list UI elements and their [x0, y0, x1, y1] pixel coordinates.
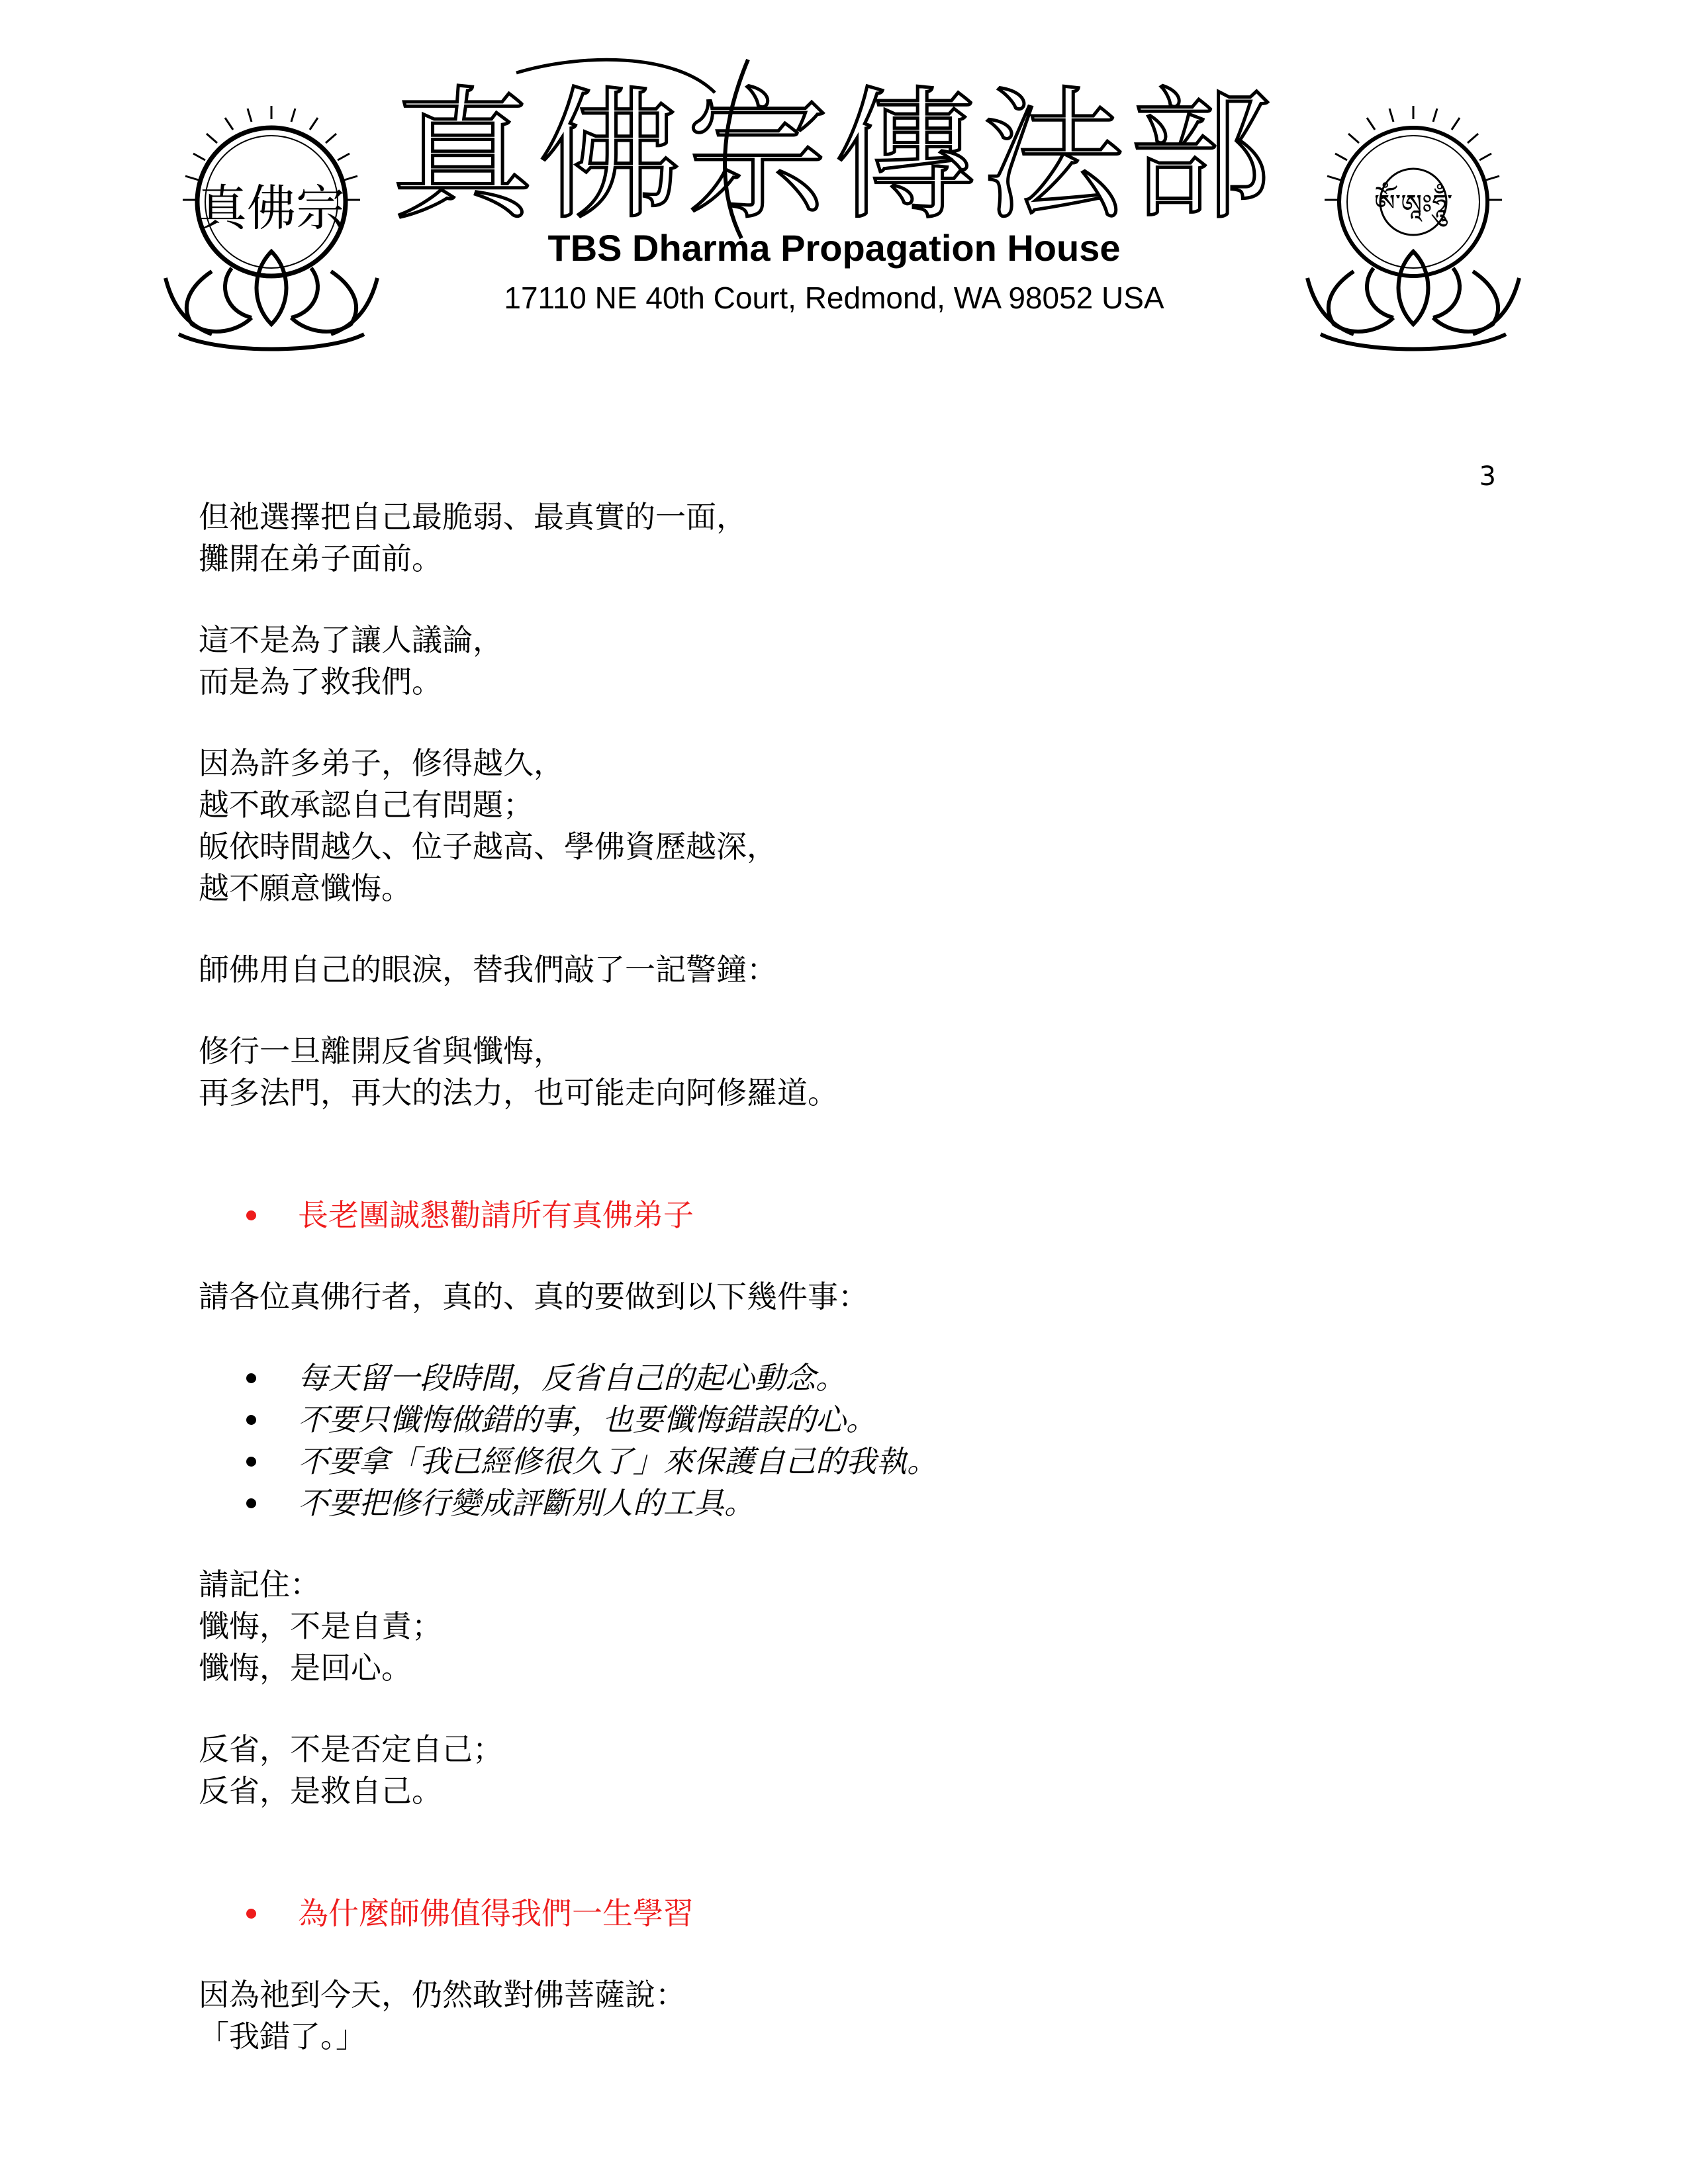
paragraph: [199, 496, 1523, 580]
text-line: 懺悔，不是自責；: [199, 1608, 442, 1644]
text-line: 反省，是救自己。: [199, 1773, 442, 1809]
bullet-icon: [246, 1909, 256, 1919]
text-line: 師佛用自己的眼淚，替我們敲了一記警鐘：: [199, 952, 777, 987]
section-heading-why-learn: [199, 1893, 1523, 1934]
bullet-icon: [246, 1498, 256, 1508]
paragraph: [199, 1729, 1523, 1812]
calligraphy-title: [391, 46, 1277, 245]
paragraph: [199, 1564, 1523, 1689]
mantra-emblem-right: [1291, 106, 1536, 357]
bullet-icon: [246, 1415, 256, 1425]
text-line: 請記住：: [199, 1567, 320, 1602]
svg-text:ཨོཾ་ཨཱཿཧཱུྃ་: ཨོཾ་ཨཱཿཧཱུྃ་: [1374, 189, 1453, 220]
paragraph: [199, 619, 1523, 703]
organization-address: 17110 NE 40th Court, Redmond, WA 98052 USA: [504, 281, 1164, 315]
text-line: 因為祂到今天，仍然敢對佛菩薩說：: [199, 1977, 686, 2013]
text-line: 因為許多弟子，修得越久，: [199, 745, 564, 781]
paragraph: [199, 1974, 1523, 2058]
text-line: 皈依時間越久、位子越高、學佛資歷越深，: [199, 829, 777, 864]
list-item: 不要拿「我已經修很久了」來保護自己的我執。: [199, 1441, 1523, 1482]
text-line: 「我錯了。」: [199, 2019, 366, 2054]
text-line: 這不是為了讓人議論，: [199, 622, 503, 658]
list-item: 不要只懺悔做錯的事，也要懺悔錯誤的心。: [199, 1399, 1523, 1441]
bullet-icon: [246, 1373, 256, 1383]
practice-list: [199, 1357, 1523, 1524]
bullet-icon: [246, 1457, 256, 1467]
text-line: 再多法門，再大的法力，也可能走向阿修羅道。: [199, 1075, 838, 1111]
text-line: 攤開在弟子面前。: [199, 541, 442, 576]
bullet-icon: [246, 1210, 256, 1220]
text-line: 而是為了救我們。: [199, 664, 442, 700]
text-line: 懺悔，是回心。: [199, 1650, 412, 1686]
paragraph: [199, 1030, 1523, 1114]
list-item: 每天留一段時間，反省自己的起心動念。: [199, 1357, 1523, 1399]
letterhead: [0, 0, 1688, 371]
text-line: 反省，不是否定自己；: [199, 1731, 503, 1767]
text-line: 修行一旦離開反省與懺悔，: [199, 1033, 564, 1069]
paragraph: [199, 949, 1523, 991]
section-intro: 請各位真佛行者，真的、真的要做到以下幾件事：: [199, 1279, 868, 1314]
heading-text: 為什麼師佛值得我們一生學習: [298, 1895, 694, 1931]
text-line: 但祂選擇把自己最脆弱、最真實的一面，: [199, 499, 747, 535]
heading-text: 長老團誠懇勸請所有真佛弟子: [298, 1197, 694, 1233]
text-line: 越不敢承認自己有問題；: [199, 787, 534, 823]
svg-text:真佛宗: 真佛宗: [198, 180, 345, 237]
organization-name: TBS Dharma Propagation House: [547, 227, 1121, 269]
list-item: 不要把修行變成評斷別人的工具。: [199, 1482, 1523, 1524]
svg-text:真佛宗傳法部: 真佛宗傳法部: [391, 73, 1277, 239]
true-buddha-school-emblem-left: [152, 106, 391, 357]
paragraph: [199, 743, 1523, 909]
section-heading-elders: [199, 1195, 1523, 1236]
page-number: 3: [1479, 461, 1496, 492]
letter-body: [199, 496, 1523, 2058]
text-line: 越不願意懺悔。: [199, 870, 412, 906]
